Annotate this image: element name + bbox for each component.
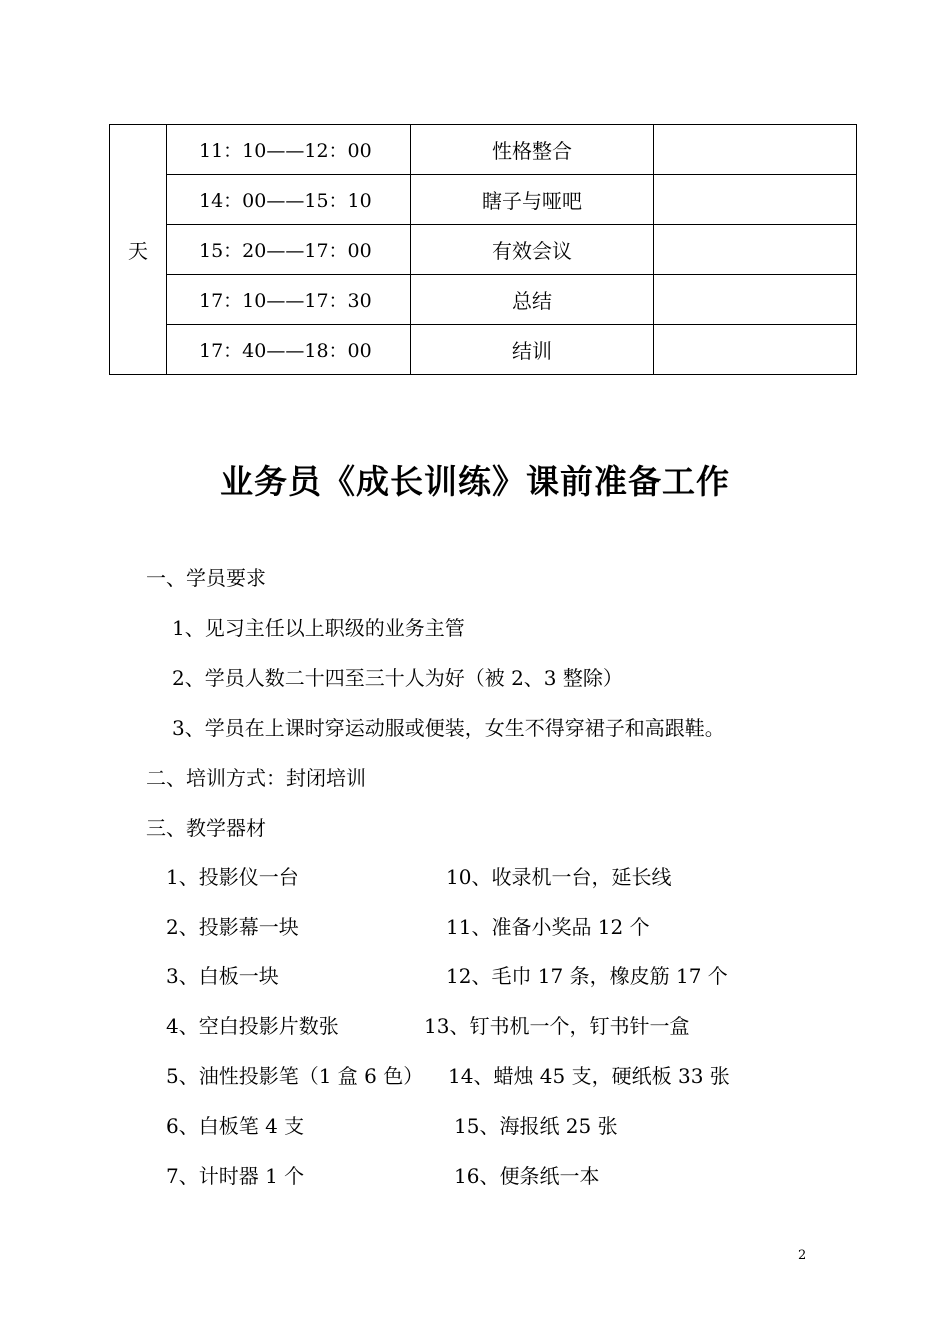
list-item: 2、学员人数二十四至三十人为好（被 2、3 整除） (172, 666, 623, 690)
list-item: 12、毛巾 17 条，橡皮筋 17 个 (446, 964, 728, 988)
section-heading: 二、培训方式：封闭培训 (146, 766, 366, 790)
note-cell (654, 175, 857, 225)
note-cell (654, 225, 857, 275)
list-item: 10、收录机一台，延长线 (446, 865, 672, 889)
page-number: 2 (798, 1248, 807, 1263)
time-cell: 17：10——17：30 (167, 275, 411, 325)
topic-cell: 性格整合 (411, 125, 654, 175)
list-item: 5、油性投影笔（1 盒 6 色） (166, 1064, 424, 1088)
list-item: 7、计时器 1 个 (166, 1164, 305, 1188)
list-item: 3、白板一块 (166, 964, 279, 988)
list-item: 2、投影幕一块 (166, 915, 299, 939)
section-heading: 三、教学器材 (146, 816, 266, 840)
list-item: 4、空白投影片数张 (166, 1014, 339, 1038)
list-item: 6、白板笔 4 支 (166, 1114, 305, 1138)
table-row (110, 225, 857, 275)
list-item: 11、准备小奖品 12 个 (446, 915, 650, 939)
table-row (110, 125, 857, 175)
time-cell: 14：00——15：10 (167, 175, 411, 225)
table-row (110, 325, 857, 375)
note-cell (654, 275, 857, 325)
time-cell: 15：20——17：00 (167, 225, 411, 275)
list-item: 15、海报纸 25 张 (454, 1114, 618, 1138)
day-cell: 天 (110, 125, 167, 375)
list-item: 13、钉书机一个，钉书针一盒 (424, 1014, 690, 1038)
list-item: 16、便条纸一本 (454, 1164, 600, 1188)
topic-cell: 总结 (411, 275, 654, 325)
schedule-table (109, 124, 857, 375)
topic-cell: 有效会议 (411, 225, 654, 275)
list-item: 3、学员在上课时穿运动服或便装，女生不得穿裙子和高跟鞋。 (172, 716, 725, 740)
note-cell (654, 125, 857, 175)
topic-cell: 结训 (411, 325, 654, 375)
section-heading: 一、学员要求 (146, 566, 266, 590)
table-row (110, 175, 857, 225)
time-cell: 11：10——12：00 (167, 125, 411, 175)
note-cell (654, 325, 857, 375)
topic-cell: 瞎子与哑吧 (411, 175, 654, 225)
list-item: 1、见习主任以上职级的业务主管 (172, 616, 465, 640)
time-cell: 17：40——18：00 (167, 325, 411, 375)
table-row (110, 275, 857, 325)
list-item: 14、蜡烛 45 支，硬纸板 33 张 (448, 1064, 730, 1088)
list-item: 1、投影仪一台 (166, 865, 299, 889)
document-title: 业务员《成长训练》课前准备工作 (220, 462, 730, 501)
